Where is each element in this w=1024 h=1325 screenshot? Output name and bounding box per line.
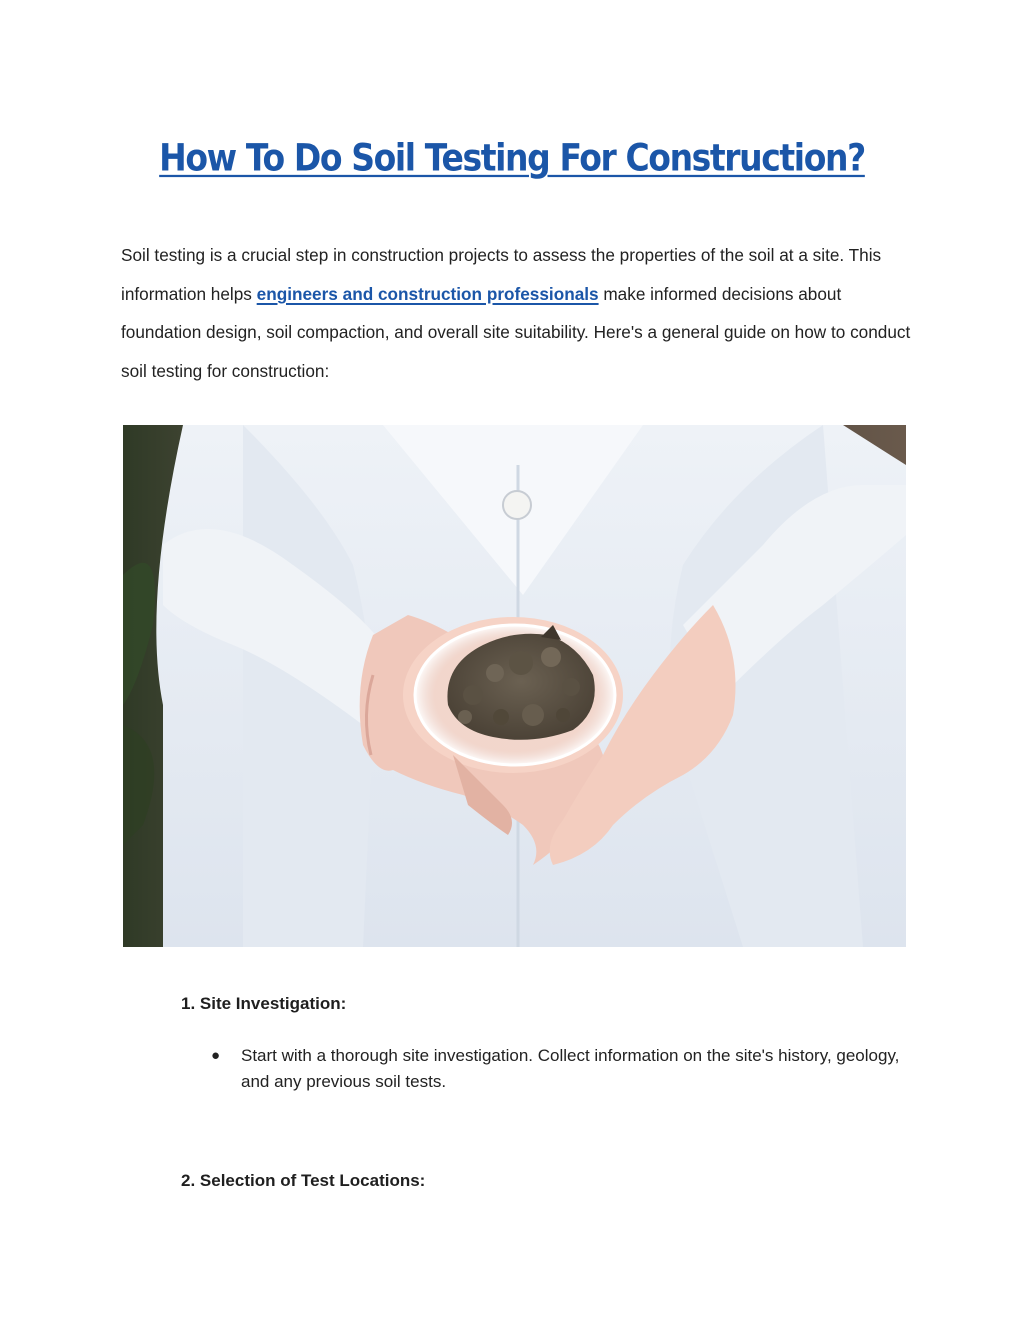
list-item-text: Start with a thorough site investigation. Collect information on the site's history, geology, and any previous soil tests.: [241, 1046, 900, 1091]
intro-text-before-link: Soil testing is a crucial step in construction projects to assess the properties of the soil at a site. This information helps: [121, 245, 882, 304]
list-item: [210, 1043, 910, 1095]
section-heading-test-locations: 2. Selection of Test Locations:: [181, 1171, 426, 1190]
title-link[interactable]: How To Do Soil Testing For Construction?: [159, 135, 865, 180]
bullet-list: [210, 1043, 910, 1095]
soil-sample-photo: [123, 425, 906, 947]
intro-link[interactable]: engineers and construction professionals: [256, 283, 599, 304]
section-heading-site-investigation: 1. Site Investigation:: [181, 994, 347, 1013]
intro-paragraph: [121, 236, 921, 391]
bullet-icon: ●: [211, 1047, 221, 1064]
intro-text-after-link: make informed decisions about foundation design, soil compaction, and overall site suitability. Here's a general guide on how to conduct soil testing for construction:: [121, 283, 911, 382]
page-title: [0, 135, 1024, 180]
